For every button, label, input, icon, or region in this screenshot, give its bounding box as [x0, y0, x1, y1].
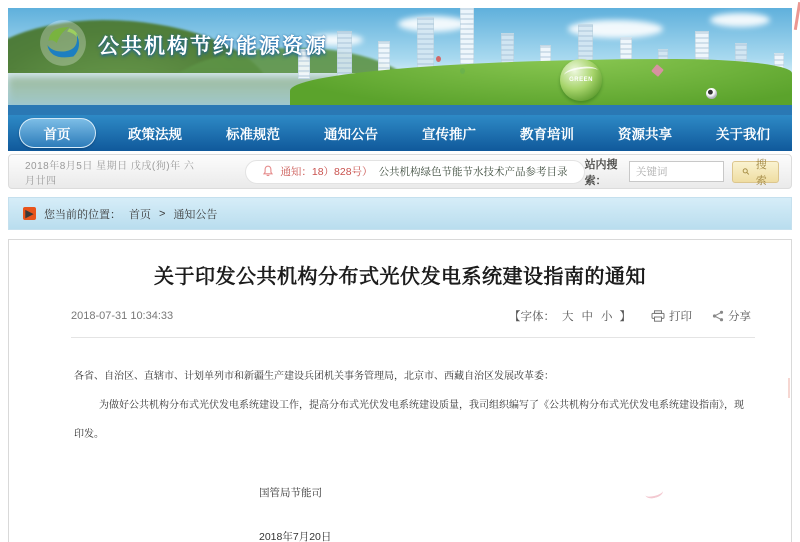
signature-date: 2018年7月20日 — [259, 531, 332, 542]
site-logo-icon — [38, 18, 88, 68]
calendar-date-text: 2018年8月5日 星期日 戊戌(狗)年 六月廿四 — [25, 160, 195, 187]
main-navigation — [8, 115, 792, 151]
page — [8, 8, 792, 542]
article-title: 关于印发公共机构分布式光伏发电系统建设指南的通知 — [154, 266, 646, 288]
signature-block — [259, 479, 753, 542]
article-body — [74, 362, 753, 542]
balloon-decoration — [436, 56, 441, 62]
nav-item-about[interactable]: 关于我们 — [716, 127, 770, 142]
font-size-medium-button[interactable]: 中 — [581, 311, 593, 323]
signature-department: 国管局节能司 — [259, 487, 322, 499]
printer-icon — [651, 310, 665, 322]
share-button[interactable] — [712, 308, 751, 324]
breadcrumb-home-link[interactable]: 首页 — [129, 208, 151, 221]
breadcrumb-current-link[interactable]: 通知公告 — [173, 208, 218, 221]
nav-item-notices[interactable]: 通知公告 — [324, 127, 378, 142]
site-search — [585, 156, 779, 188]
info-bar — [8, 154, 792, 189]
red-mark-artifact — [794, 2, 800, 30]
article-meta-row — [71, 308, 751, 324]
bell-icon — [262, 165, 274, 178]
notice-number-label: 通知：18）828号） — [280, 166, 373, 178]
site-title: 公共机构节约能源资源 — [98, 35, 328, 58]
search-button-label: 搜索 — [755, 158, 767, 187]
notice-ticker — [245, 160, 584, 184]
nav-item-policies[interactable]: 政策法规 — [128, 127, 182, 142]
search-button[interactable] — [732, 158, 779, 187]
search-icon — [742, 166, 750, 177]
article-paragraph: 各省、自治区、直辖市、计划单列市和新疆生产建设兵团机关事务管理局，北京市、西藏自治区发展改革委： — [74, 371, 554, 382]
search-input[interactable] — [629, 161, 724, 182]
football-illustration — [706, 88, 717, 99]
share-icon — [712, 310, 724, 322]
breadcrumb-separator: > — [159, 207, 166, 220]
nav-item-home[interactable]: 首页 — [19, 118, 96, 148]
breadcrumb — [8, 197, 792, 230]
print-label: 打印 — [669, 311, 692, 323]
site-banner — [8, 8, 792, 115]
nav-item-standards[interactable]: 标准规范 — [226, 127, 280, 142]
print-button[interactable] — [651, 308, 692, 324]
globe-text: GREEN — [569, 77, 593, 83]
font-size-small-button[interactable]: 小 — [601, 311, 613, 323]
nav-item-training[interactable]: 教育培训 — [520, 127, 574, 142]
green-globe-illustration — [560, 59, 602, 101]
nav-item-promotion[interactable]: 宣传推广 — [422, 127, 476, 142]
balloon-decoration — [460, 68, 465, 74]
search-label: 站内搜索： — [584, 158, 618, 187]
nav-item-resources[interactable]: 资源共享 — [618, 127, 672, 142]
font-size-label: 【字体： — [509, 311, 555, 323]
meta-divider — [71, 337, 755, 338]
article-container — [8, 239, 792, 542]
location-arrow-icon: ▶ — [23, 207, 36, 220]
publish-time: 2018-07-31 10:34:33 — [71, 310, 174, 322]
breadcrumb-prefix: 您当前的位置： — [44, 208, 121, 221]
notice-link[interactable]: 公共机构绿色节能节水技术产品参考目录 — [378, 166, 568, 178]
font-size-large-button[interactable]: 大 — [562, 311, 574, 323]
article-paragraph: 为做好公共机构分布式光伏发电系统建设工作，提高分布式光伏发电系统建设质量，我司组织编写了《公共机构分布式光伏发电系统建设指南》，现印发。 — [74, 400, 744, 440]
font-size-label-close: 】 — [619, 311, 631, 323]
share-label: 分享 — [728, 311, 751, 323]
